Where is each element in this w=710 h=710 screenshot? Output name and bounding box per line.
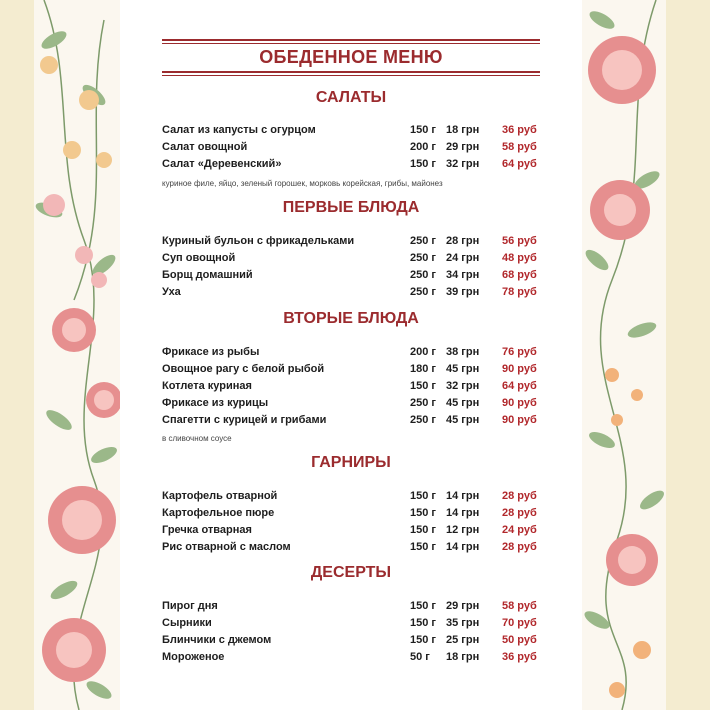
item-price-rub: 58 руб <box>502 600 537 612</box>
menu-item <box>162 252 540 268</box>
item-price-grn: 38 грн <box>446 346 480 358</box>
floral-border-left <box>34 0 120 710</box>
item-weight: 150 г <box>410 524 436 536</box>
item-weight: 150 г <box>410 490 436 502</box>
item-name: Гречка отварная <box>162 524 252 536</box>
menu-item <box>162 600 540 616</box>
item-price-rub: 28 руб <box>502 490 537 502</box>
item-price-grn: 45 грн <box>446 414 480 426</box>
item-price-rub: 58 руб <box>502 141 537 153</box>
item-name: Фрикасе из курицы <box>162 397 269 409</box>
item-weight: 150 г <box>410 158 436 170</box>
item-name: Куриный бульон с фрикадельками <box>162 235 355 247</box>
menu-item <box>162 414 540 430</box>
item-name: Картофель отварной <box>162 490 278 502</box>
item-price-grn: 32 грн <box>446 158 480 170</box>
item-price-rub: 48 руб <box>502 252 537 264</box>
item-price-grn: 32 грн <box>446 380 480 392</box>
item-name: Котлета куриная <box>162 380 252 392</box>
item-name: Борщ домашний <box>162 269 253 281</box>
menu-item <box>162 346 540 362</box>
menu-item <box>162 397 540 413</box>
item-price-grn: 18 грн <box>446 124 480 136</box>
item-price-rub: 50 руб <box>502 634 537 646</box>
menu-content <box>162 0 540 710</box>
menu-item <box>162 141 540 157</box>
item-price-rub: 56 руб <box>502 235 537 247</box>
item-price-rub: 90 руб <box>502 363 537 375</box>
item-price-grn: 29 грн <box>446 600 480 612</box>
menu-item <box>162 541 540 557</box>
menu-item <box>162 235 540 251</box>
top-rule <box>162 39 540 41</box>
menu-item <box>162 524 540 540</box>
item-price-rub: 78 руб <box>502 286 537 298</box>
item-name: Салат овощной <box>162 141 248 153</box>
item-price-grn: 14 грн <box>446 507 480 519</box>
item-name: Картофельное пюре <box>162 507 275 519</box>
item-price-grn: 18 грн <box>446 651 480 663</box>
menu-item <box>162 507 540 523</box>
top-rule-thin <box>162 43 540 44</box>
page-title: ОБЕДЕННОЕ МЕНЮ <box>259 47 443 67</box>
menu-item <box>162 124 540 140</box>
item-name: Спагетти с курицей и грибами <box>162 414 327 426</box>
item-price-rub: 28 руб <box>502 541 537 553</box>
item-price-grn: 45 грн <box>446 397 480 409</box>
item-name: Блинчики с джемом <box>162 634 272 646</box>
section-title-salads: САЛАТЫ <box>315 89 387 106</box>
item-name: Фрикасе из рыбы <box>162 346 260 358</box>
item-name: Сырники <box>162 617 212 629</box>
item-weight: 150 г <box>410 124 436 136</box>
menu-item <box>162 380 540 396</box>
item-name: Овощное рагу с белой рыбой <box>162 363 325 375</box>
item-price-rub: 76 руб <box>502 346 537 358</box>
item-name: Суп овощной <box>162 252 236 264</box>
item-weight: 150 г <box>410 617 436 629</box>
item-price-grn: 24 грн <box>446 252 480 264</box>
menu-item <box>162 617 540 633</box>
item-weight: 250 г <box>410 269 436 281</box>
item-weight: 200 г <box>410 141 436 153</box>
item-price-rub: 90 руб <box>502 397 537 409</box>
section-title-first-courses: ПЕРВЫЕ БЛЮДА <box>282 199 420 216</box>
menu-item <box>162 363 540 379</box>
item-price-grn: 29 грн <box>446 141 480 153</box>
menu-item <box>162 634 540 650</box>
item-weight: 250 г <box>410 414 436 426</box>
item-weight: 180 г <box>410 363 436 375</box>
item-weight: 150 г <box>410 380 436 392</box>
item-price-rub: 90 руб <box>502 414 537 426</box>
item-price-rub: 68 руб <box>502 269 537 281</box>
item-weight: 150 г <box>410 600 436 612</box>
item-price-rub: 36 руб <box>502 651 537 663</box>
menu-item <box>162 286 540 302</box>
item-price-rub: 24 руб <box>502 524 537 536</box>
title-rule-thin <box>162 75 540 76</box>
item-weight: 250 г <box>410 252 436 264</box>
item-name: Мороженое <box>162 651 225 663</box>
item-name: Рис отварной с маслом <box>162 541 291 553</box>
item-weight: 250 г <box>410 397 436 409</box>
item-price-grn: 14 грн <box>446 541 480 553</box>
item-price-grn: 14 грн <box>446 490 480 502</box>
item-price-rub: 36 руб <box>502 124 537 136</box>
menu-item <box>162 490 540 506</box>
item-price-grn: 39 грн <box>446 286 480 298</box>
item-note: в сливочном соусе <box>162 434 232 443</box>
item-name: Уха <box>162 286 181 298</box>
menu-item <box>162 651 540 667</box>
menu-item <box>162 158 540 174</box>
item-weight: 50 г <box>410 651 430 663</box>
section-title-desserts: ДЕСЕРТЫ <box>310 564 392 581</box>
item-price-grn: 35 грн <box>446 617 480 629</box>
item-name: Салат из капусты с огурцом <box>162 124 316 136</box>
menu-item <box>162 269 540 285</box>
item-price-rub: 70 руб <box>502 617 537 629</box>
item-price-grn: 12 грн <box>446 524 480 536</box>
title-rule <box>162 71 540 73</box>
item-weight: 200 г <box>410 346 436 358</box>
item-price-rub: 28 руб <box>502 507 537 519</box>
item-price-grn: 28 грн <box>446 235 480 247</box>
item-weight: 150 г <box>410 541 436 553</box>
item-weight: 250 г <box>410 286 436 298</box>
item-price-grn: 45 грн <box>446 363 480 375</box>
floral-border-right <box>582 0 666 710</box>
item-weight: 250 г <box>410 235 436 247</box>
item-note: куриное филе, яйцо, зеленый горошек, морковь корейская, грибы, майонез <box>162 179 443 188</box>
item-name: Пирог дня <box>162 600 218 612</box>
section-title-sides: ГАРНИРЫ <box>311 454 391 471</box>
item-price-grn: 34 грн <box>446 269 480 281</box>
item-price-rub: 64 руб <box>502 158 537 170</box>
item-weight: 150 г <box>410 507 436 519</box>
item-price-grn: 25 грн <box>446 634 480 646</box>
section-title-main-courses: ВТОРЫЕ БЛЮДА <box>283 310 419 327</box>
item-weight: 150 г <box>410 634 436 646</box>
item-name: Салат «Деревенский» <box>162 158 282 170</box>
item-price-rub: 64 руб <box>502 380 537 392</box>
